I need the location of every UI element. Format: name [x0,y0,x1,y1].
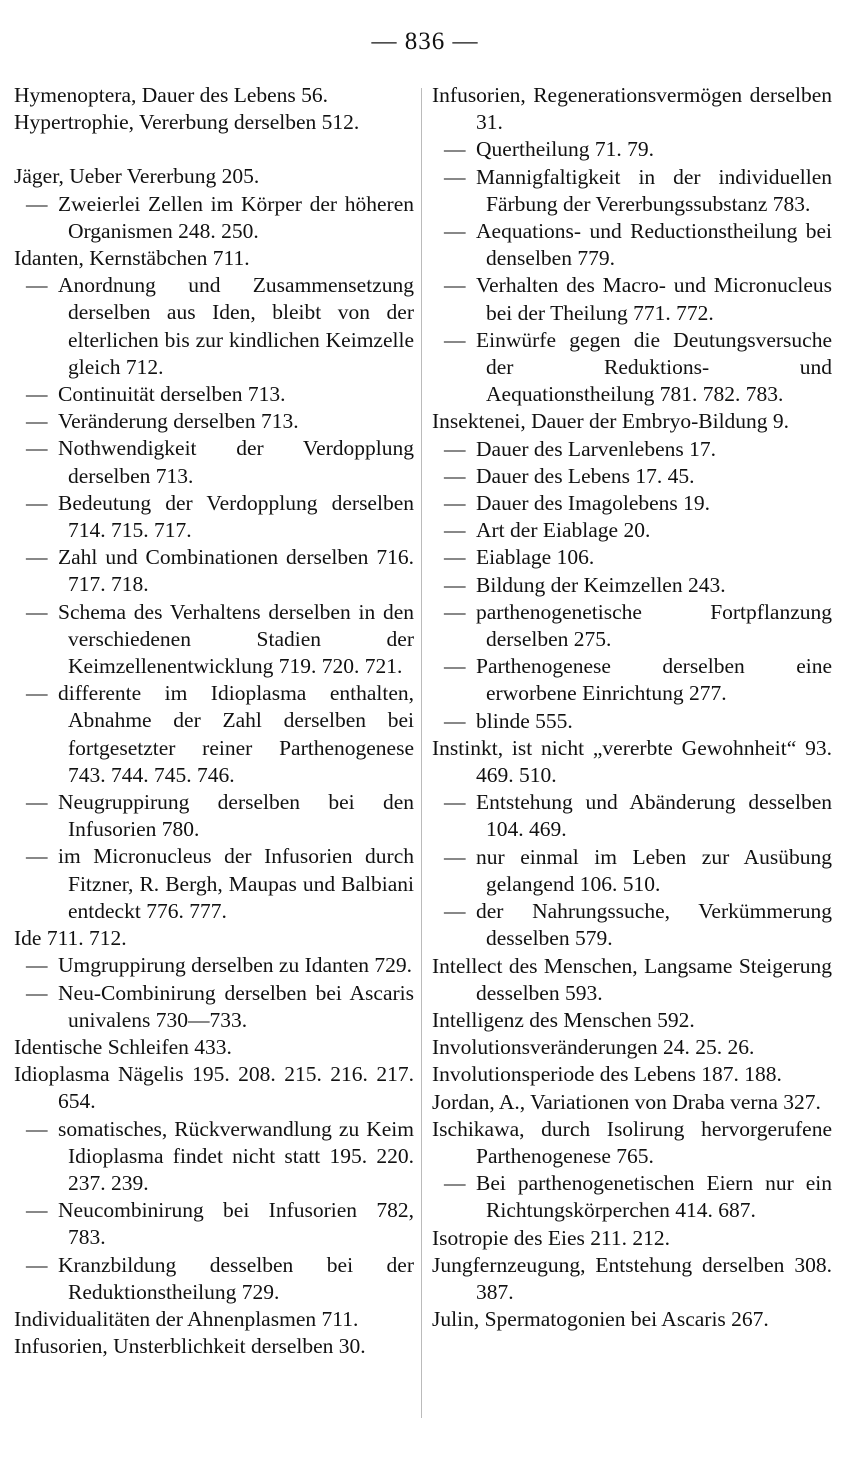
entry-gap [14,136,414,163]
entry-text: blinde 555. [476,708,573,733]
entry-text: Infusorien, Unsterblichkeit derselben 30. [14,1334,366,1359]
index-subentry [432,218,832,272]
index-entry [432,1225,832,1252]
index-subentry [432,517,832,544]
index-entry [14,1034,414,1061]
entry-text: Dauer des Imagolebens 19. [476,491,711,516]
index-subentry [14,599,414,681]
dash-marker: — [444,844,466,869]
entry-text: Idioplasma Nägelis 195. 208. 215. 216. 217. 654. [14,1062,414,1114]
index-entry [432,1034,832,1061]
entry-text: Kranzbildung desselben bei der Reduktionstheilung 729. [58,1252,414,1304]
dash-marker: — [444,137,466,162]
entry-text: Insektenei, Dauer der Embryo-Bildung 9. [432,409,790,434]
dash-marker: — [26,1198,48,1223]
index-entry [14,1061,414,1115]
dash-marker: — [444,327,466,352]
dash-marker: — [26,273,48,298]
entry-text: Hymenoptera, Dauer des Lebens 56. [14,83,329,107]
index-subentry [432,463,832,490]
entry-text: differente im Idioplasma enthalten, Abnahme der Zahl derselben bei fortgesetzter reiner Parthenogenese 743. 744. 745. 746. [58,681,414,787]
index-entry [432,1306,832,1333]
entry-text: Parthenogenese derselben eine erworbene Einrichtung 277. [476,654,832,706]
dash-marker: — [26,545,48,570]
dash-marker: — [26,790,48,815]
dash-marker: — [26,681,48,706]
dash-marker: — [26,980,48,1005]
entry-text: Bedeutung der Verdopplung derselben 714. 715. 717. [58,490,414,543]
dash-marker: — [444,518,466,543]
dash-marker: — [444,273,466,298]
index-column-left [14,82,414,1360]
entry-text: Instinkt, ist nicht „vererbte Gewohnheit“ 93. 469. 510. [432,735,832,788]
index-subentry [14,435,414,489]
entry-text: nur einmal im Leben zur Ausübung gelangend 106. 510. [476,844,832,896]
index-entry [14,163,414,190]
index-subentry [432,789,832,843]
index-entry [432,408,832,435]
index-subentry [432,164,832,218]
dash-marker: — [444,1171,466,1196]
entry-text: Jäger, Ueber Vererbung 205. [14,164,260,189]
entry-text: Veränderung derselben 713. [58,409,299,434]
entry-text: Involutionsperiode des Lebens 187. 188. [432,1062,782,1087]
entry-text: Ischikawa, durch Isolirung hervorgerufene Parthenogenese 765. [432,1116,832,1168]
entry-text: Umgruppirung derselben zu Idanten 729. [58,953,413,978]
dash-marker: — [444,654,466,679]
index-subentry [432,898,832,952]
entry-text: Anordnung und Zusammensetzung derselben aus Iden, bleibt von der elterlichen bis zur kindlichen Keimzelle gleich 712. [58,273,414,379]
dash-marker: — [444,491,466,516]
index-subentry [14,544,414,598]
index-subentry [432,136,832,163]
entry-text: im Micronucleus der Infusorien durch Fitzner, R. Bergh, Maupas und Balbiani entdeckt 776. 777. [58,844,414,923]
index-subentry [14,381,414,408]
entry-text: Continuität derselben 713. [58,382,286,407]
entry-text: parthenogenetische Fortpflanzung derselben 275. [476,599,832,652]
entry-text: somatisches, Rückverwandlung zu Keim Idioplasma findet nicht statt 195. 220. 237. 239. [58,1116,414,1195]
entry-text: Zweierlei Zellen im Körper der höheren Organismen 248. 250. [58,191,414,243]
index-subentry [432,490,832,517]
index-subentry [432,572,832,599]
entry-text: Jungfernzeugung, Entstehung derselben 308. 387. [432,1252,832,1304]
index-entry [14,245,414,272]
entry-text: Intellect des Menschen, Langsame Steigerung desselben 593. [432,953,832,1005]
index-entry [432,1007,832,1034]
dash-marker: — [26,953,48,978]
dash-marker: — [26,191,48,216]
index-subentry [14,1252,414,1306]
dash-marker: — [26,1252,48,1277]
dash-marker: — [444,164,466,189]
entry-text: Entstehung und Abänderung desselben 104. 469. [476,790,832,842]
dash-marker: — [444,463,466,488]
dash-marker: — [26,599,48,624]
entry-text: Schema des Verhaltens derselben in den verschiedenen Stadien der Keimzellenentwicklung 719. 720. 721. [58,599,414,679]
index-entry [432,735,832,789]
index-subentry [14,843,414,925]
dash-marker: — [26,1116,48,1141]
index-subentry [432,272,832,326]
column-divider [421,88,422,1418]
index-subentry [14,980,414,1034]
entry-text: Quertheilung 71. 79. [476,137,654,162]
entry-text: Einwürfe gegen die Deutungsversuche der Reduktions- und Aequationstheilung 781. 782. 783. [476,327,832,407]
index-subentry [14,680,414,789]
index-entry [432,82,832,136]
entry-text: Dauer des Larvenlebens 17. [476,436,716,461]
entry-text: Jordan, A., Variationen von Draba verna 327. [432,1089,821,1114]
index-subentry [432,544,832,571]
page-number: — 836 — [371,28,479,55]
index-subentry [14,1197,414,1251]
index-entry [14,82,414,109]
index-subentry [14,490,414,544]
entry-text: Neu-Combinirung derselben bei Ascaris univalens 730—733. [58,980,414,1032]
index-entry [14,1333,414,1360]
dash-marker: — [444,545,466,570]
dash-marker: — [444,219,466,244]
index-subentry [14,408,414,435]
entry-text: Isotropie des Eies 211. 212. [432,1225,671,1250]
dash-marker: — [444,572,466,597]
entry-text: Julin, Spermatogonien bei Ascaris 267. [432,1307,769,1332]
index-subentry [432,436,832,463]
index-subentry [432,844,832,898]
index-subentry [14,191,414,245]
index-subentry [432,327,832,409]
index-entry [432,1089,832,1116]
index-entry [14,109,414,136]
index-subentry [14,1116,414,1198]
entry-text: Ide 711. 712. [14,926,127,951]
entry-text: Nothwendigkeit der Verdopplung derselben 713. [58,436,414,488]
dash-marker: — [26,844,48,869]
entry-text: Neucombinirung bei Infusorien 782, 783. [58,1198,414,1250]
entry-text: Mannigfaltigkeit in der individuellen Färbung der Vererbungssubstanz 783. [476,164,832,216]
dash-marker: — [26,490,48,515]
dash-marker: — [444,899,466,924]
entry-text: Involutionsveränderungen 24. 25. 26. [432,1035,755,1060]
index-entry [14,1306,414,1333]
entry-text: Intelligenz des Menschen 592. [432,1007,695,1032]
index-entry [432,1061,832,1088]
entry-text: der Nahrungssuche, Verkümmerung desselben 579. [476,899,832,951]
entry-text: Aequations- und Reductionstheilung bei denselben 779. [476,219,832,271]
dash-marker: — [444,436,466,461]
index-subentry [14,272,414,381]
entry-text: Idanten, Kernstäbchen 711. [14,246,250,271]
entry-text: Bildung der Keimzellen 243. [476,572,726,597]
entry-text: Art der Eiablage 20. [476,518,651,543]
index-column-right [432,82,832,1333]
entry-text: Infusorien, Regenerationsvermögen derselben 31. [432,83,832,135]
index-subentry [14,789,414,843]
index-subentry [432,653,832,707]
entry-text: Dauer des Lebens 17. 45. [476,463,695,488]
entry-text: Hypertrophie, Vererbung derselben 512. [14,110,360,135]
index-entry [432,1252,832,1306]
index-subentry [432,1170,832,1224]
dash-marker: — [26,382,48,407]
index-subentry [432,599,832,653]
index-entry [432,1116,832,1170]
index-subentry [14,952,414,979]
dash-marker: — [444,790,466,815]
dash-marker: — [26,409,48,434]
entry-text: Verhalten des Macro- und Micronucleus bei der Theilung 771. 772. [476,273,832,325]
dash-marker: — [26,436,48,461]
index-entry [14,925,414,952]
entry-text: Individualitäten der Ahnenplasmen 711. [14,1306,359,1331]
entry-text: Neugruppirung derselben bei den Infusorien 780. [58,790,414,842]
dash-marker: — [444,708,466,733]
entry-text: Zahl und Combinationen derselben 716. 717. 718. [58,545,414,597]
entry-text: Identische Schleifen 433. [14,1034,232,1059]
entry-text: Bei parthenogenetischen Eiern nur ein Richtungskörperchen 414. 687. [476,1171,832,1223]
entry-text: Eiablage 106. [476,545,595,570]
dash-marker: — [444,599,466,624]
index-subentry [432,708,832,735]
index-entry [432,953,832,1007]
